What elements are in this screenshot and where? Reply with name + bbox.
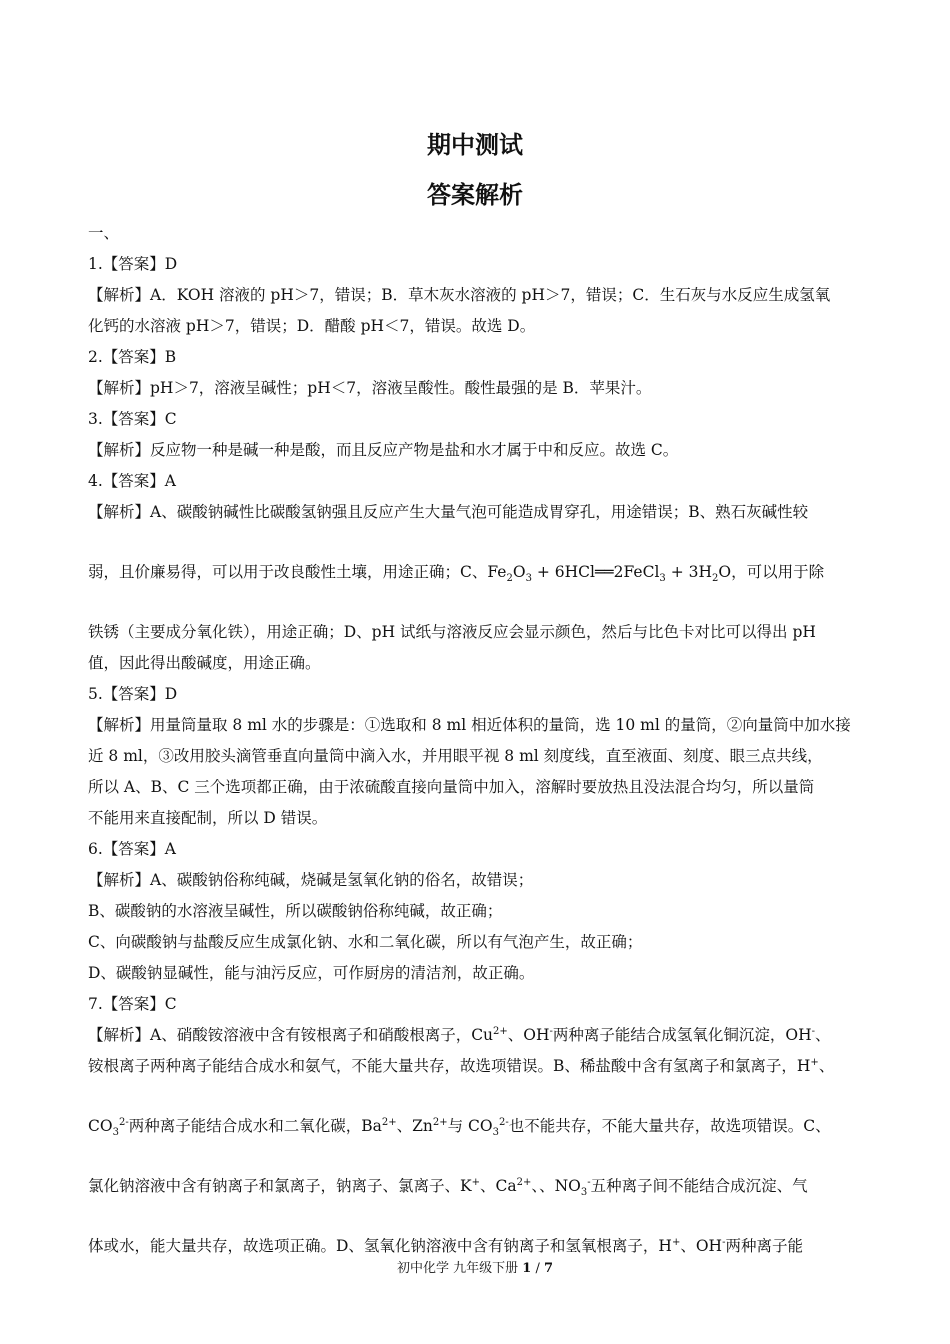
footer-page-total: 7 — [543, 1261, 554, 1276]
analysis-5-line-1: 【解析】用量筒量取 8 ml 水的步骤是：①选取和 8 ml 相近体积的量筒，选 10 ml 的量筒，②向量筒中加水接 — [88, 716, 851, 734]
equation: $Fe_2O_3$ + 6HCl══2FeCl$_3$ + $3H_2O$ — [487, 563, 732, 585]
analysis-4-line-1: 【解析】A、碳酸钠碱性比碳酸氢钠强且反应产生大量气泡可能造成胃穿孔，用途错误；B、熟石灰碱性较 — [88, 503, 809, 521]
footer-separator: / — [535, 1261, 540, 1276]
answer-6: 6.【答案】A — [88, 840, 176, 858]
section-heading: 一、 — [88, 224, 120, 242]
analysis-3: 【解析】反应物一种是碱一种是酸，而且反应产物是盐和水才属于中和反应。故选 C。 — [88, 441, 679, 459]
analysis-7-line-5: 体或水，能大量共存，故选项正确。D、氢氧化钠溶液中含有钠离子和氢氧根离子，H+、OH-两种离子能 — [88, 1236, 803, 1255]
analysis-1-line-1: 【解析】A．KOH 溶液的 pH＞7，错误；B．草木灰水溶液的 pH＞7，错误；C．生石灰与水反应生成氢氧 — [88, 286, 831, 304]
analysis-6-line-4: D、碳酸钠显碱性，能与油污反应，可作厨房的清洁剂，故正确。 — [88, 964, 535, 982]
analysis-6-line-1: 【解析】A、碳酸钠俗称纯碱，烧碱是氢氧化钠的俗名，故错误； — [88, 871, 534, 889]
footer-page-number: 1 — [522, 1261, 532, 1276]
analysis-5-line-2: 近 8 ml，③改用胶头滴管垂直向量筒中滴入水，并用眼平视 8 ml 刻度线，直至液面、刻度、眼三点共线， — [88, 747, 823, 765]
answer-3: 3.【答案】C — [88, 410, 177, 428]
analysis-7-line-1: 【解析】A、硝酸铵溶液中含有铵根离子和硝酸根离子，$Cu^{2+}$、OH-两种离子能结合成氢氧化铜沉淀，OH-、 — [88, 1025, 831, 1044]
answer-5: 5.【答案】D — [88, 685, 178, 703]
analysis-4-line-2: 弱，且价廉易得，可以用于改良酸性土壤，用途正确；C、$Fe_2O_3$ + 6HCl══2FeCl$_3$ + $3H_2O$，可以用于除 — [88, 563, 825, 585]
answer-4: 4.【答案】A — [88, 472, 176, 490]
analysis-6-line-3: C、向碳酸钠与盐酸反应生成氯化钠、水和二氧化碳，所以有气泡产生，故正确； — [88, 933, 643, 951]
analysis-7-line-3: $CO_3^{2-}$两种离子能结合成水和二氧化碳，$Ba^{2+}$、$Zn^{2+}$与 $CO_3^{2-}$也不能共存，不能大量共存，故选项错误。C、 — [88, 1116, 831, 1139]
answer-7: 7.【答案】C — [88, 995, 177, 1013]
answer-content — [88, 218, 866, 1262]
analysis-2: 【解析】pH＞7，溶液呈碱性；pH＜7，溶液呈酸性。酸性最强的是 B．苹果汁。 — [88, 379, 652, 397]
analysis-6-line-2: B、碳酸钠的水溶液呈碱性，所以碳酸钠俗称纯碱，故正确； — [88, 902, 503, 920]
answer-2: 2.【答案】B — [88, 348, 177, 366]
page-title: 期中测试 — [427, 131, 523, 159]
footer-course: 初中化学 九年级下册 — [396, 1261, 519, 1276]
analysis-4-line-4: 值，因此得出酸碱度，用途正确。 — [88, 654, 321, 672]
analysis-4-line-3: 铁锈（主要成分氧化铁），用途正确；D、pH 试纸与溶液反应会显示颜色，然后与比色卡对比可以得出 pH — [88, 623, 816, 641]
page-subtitle: 答案解析 — [427, 181, 523, 209]
analysis-5-line-4: 不能用来直接配制，所以 D 错误。 — [88, 809, 328, 827]
analysis-7-line-2: 铵根离子两种离子能结合成水和氨气，不能大量共存，故选项错误。B、稀盐酸中含有氢离子和氯离子，H+、 — [88, 1056, 835, 1075]
analysis-7-line-4: 氯化钠溶液中含有钠离子和氯离子，钠离子、氯离子、K+、$Ca^{2+}$、、$NO_3^-$五种离子间不能结合成沉淀、气 — [88, 1176, 808, 1199]
analysis-5-line-3: 所以 A、B、C 三个选项都正确，由于浓硫酸直接向量筒中加入，溶解时要放热且没法混合均匀，所以量筒 — [88, 778, 815, 796]
answer-1: 1.【答案】D — [88, 255, 178, 273]
analysis-1-line-2: 化钙的水溶液 pH＞7，错误；D．醋酸 pH＜7，错误。故选 D。 — [88, 317, 536, 335]
page-footer — [0, 1257, 950, 1276]
